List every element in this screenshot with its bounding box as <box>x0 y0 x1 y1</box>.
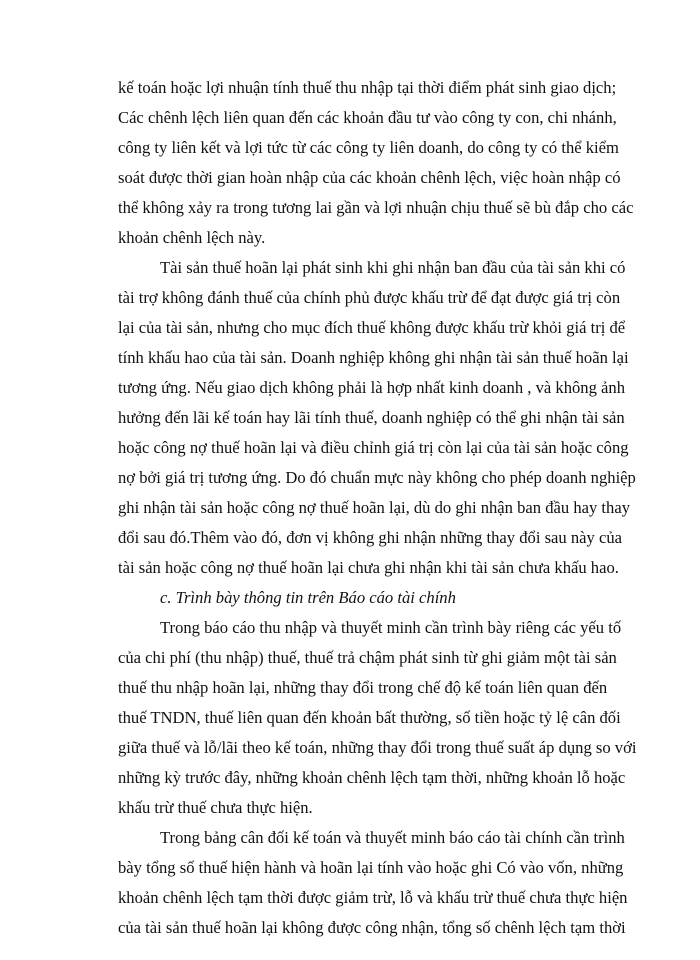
paragraph-first-line: Tài sản thuế hoãn lại phát sinh khi ghi nhận ban đầu của tài sản khi có <box>160 258 626 277</box>
text-line: ghi nhận tài sản hoặc công nợ thuế hoãn lại, dù do ghi nhận ban đầu hay thay <box>118 498 630 517</box>
text-line: đổi sau đó.Thêm vào đó, đơn vị không ghi nhận những thay đổi sau này của <box>118 528 622 547</box>
text-line: thuế thu nhập hoãn lại, những thay đổi trong chế độ kế toán liên quan đến <box>118 678 608 697</box>
text-line: thuế TNDN, thuế liên quan đến khoản bất thường, số tiền hoặc tỷ lệ cân đối <box>118 708 621 727</box>
paragraph-first-line: Trong bảng cân đối kế toán và thuyết minh báo cáo tài chính cần trình <box>160 828 625 847</box>
text-line: bày tổng số thuế hiện hành và hoãn lại tính vào hoặc ghi Có vào vốn, những <box>118 858 624 877</box>
text-line: của tài sản thuế hoãn lại không được công nhận, tổng số chênh lệch tạm thời <box>118 918 626 937</box>
text-line: nợ bởi giá trị tương ứng. Do đó chuẩn mực này không cho phép doanh nghiệp <box>118 468 636 487</box>
text-line: giữa thuế và lỗ/lãi theo kế toán, những thay đổi trong thuế suất áp dụng so với <box>118 738 637 757</box>
text-line: hưởng đến lãi kế toán hay lãi tính thuế, doanh nghiệp có thể ghi nhận tài sản <box>118 408 625 427</box>
section-heading: c. Trình bày thông tin trên Báo cáo tài chính <box>160 588 456 607</box>
text-line: tài trợ không đánh thuế của chính phủ được khấu trừ để đạt được giá trị còn <box>118 288 621 307</box>
text-line: Các chênh lệch liên quan đến các khoản đầu tư vào công ty con, chi nhánh, <box>118 108 617 127</box>
text-line: hoặc công nợ thuế hoãn lại và điều chỉnh giá trị còn lại của tài sản hoặc công <box>118 438 629 457</box>
text-line: kế toán hoặc lợi nhuận tính thuế thu nhập tại thời điểm phát sinh giao dịch; <box>118 78 617 97</box>
text-line: khấu trừ thuế chưa thực hiện. <box>118 798 313 817</box>
text-line: thể không xảy ra trong tương lai gần và lợi nhuận chịu thuế sẽ bù đắp cho các <box>118 198 634 217</box>
text-line: những kỳ trước đây, những khoản chênh lệch tạm thời, những khoản lỗ hoặc <box>118 768 626 787</box>
text-line: tương ứng. Nếu giao dịch không phải là hợp nhất kinh doanh , và không ảnh <box>118 378 625 397</box>
text-line: tính khấu hao của tài sản. Doanh nghiệp không ghi nhận tài sản thuế hoãn lại <box>118 348 629 367</box>
text-line: tài sản hoặc công nợ thuế hoãn lại chưa ghi nhận khi tài sản chưa khấu hao. <box>118 558 619 577</box>
text-line: lại của tài sản, nhưng cho mục đích thuế không được khấu trừ khỏi giá trị để <box>118 318 626 337</box>
text-line: khoản chênh lệch này. <box>118 228 266 247</box>
text-line: công ty liên kết và lợi tức từ các công ty liên doanh, do công ty có thể kiểm <box>118 138 619 157</box>
paragraph-first-line: Trong báo cáo thu nhập và thuyết minh cần trình bày riêng các yếu tố <box>160 618 622 637</box>
text-line: khoản chênh lệch tạm thời được giảm trừ, lỗ và khấu trừ thuế chưa thực hiện <box>118 888 628 907</box>
text-line: của chi phí (thu nhập) thuế, thuế trả chậm phát sinh từ ghi giảm một tài sản <box>118 648 617 667</box>
text-line: soát được thời gian hoàn nhập của các khoản chênh lệch, việc hoàn nhập có <box>118 168 621 187</box>
